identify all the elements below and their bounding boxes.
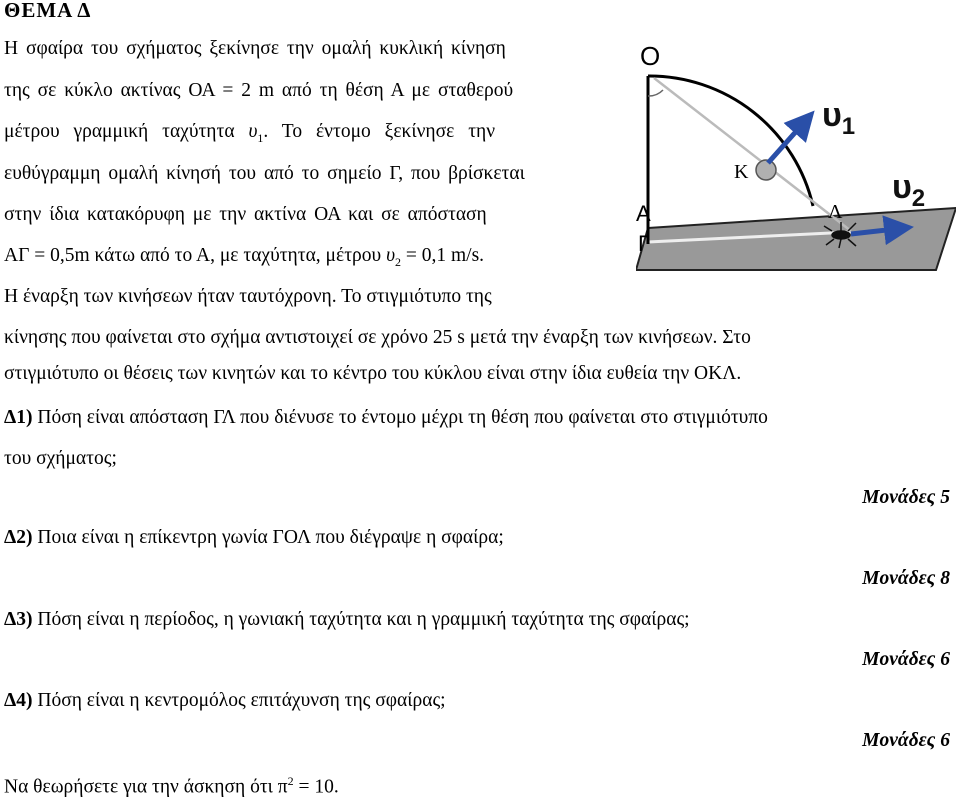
question-number: Δ4) — [4, 690, 33, 711]
angle-mark — [648, 90, 663, 96]
marks-d1: Μονάδες 5 — [862, 487, 950, 508]
label-o: O — [640, 41, 661, 71]
intro-line-5: στην ίδια κατακόρυφη με την ακτίνα ΟΑ και σε απόσταση — [4, 204, 487, 225]
intro-line-2: της σε κύκλο ακτίνας ΟΑ = 2 m από τη θέση Α με σταθερού — [4, 80, 514, 101]
label-a: A — [636, 201, 651, 226]
velocity-symbol: υ — [386, 245, 396, 266]
marks-d4: Μονάδες 6 — [862, 730, 950, 751]
intro-line-8: κίνησης που φαίνεται στο σχήμα αντιστοιχεί σε χρόνο 25 s μετά την έναρξη των κινήσεων. Στο — [4, 327, 751, 348]
velocity-u1-arrow — [768, 118, 808, 163]
intro-line-6a: ΑΓ = 0,5m κάτω από το Α, με ταχύτητα, μέτρου — [4, 245, 387, 266]
velocity-subscript: 1 — [257, 130, 264, 145]
marks-d3: Μονάδες 6 — [862, 649, 950, 670]
intro-line-3b: . Το έντομο ξεκίνησε την — [263, 121, 496, 142]
question-number: Δ1) — [4, 407, 33, 428]
label-u1 — [822, 96, 855, 140]
intro-line-3a: μέτρου γραμμική ταχύτητα — [4, 121, 249, 142]
question-text: Πόση είναι η περίοδος, η γωνιακή ταχύτητα και η γραμμική ταχύτητα της σφαίρας; — [32, 609, 690, 630]
intro-line-6 — [4, 244, 484, 274]
label-u1-sub: 1 — [841, 113, 856, 140]
label-l: Λ — [828, 201, 843, 223]
question-text: Πόση είναι απόσταση ΓΛ που διένυσε το έντομο μέχρι τη θέση που φαίνεται στο στιγμιότυπο — [32, 407, 768, 428]
label-u2-sub: 2 — [911, 185, 926, 212]
footer-text-a: Να θεωρήσετε για την άσκηση ότι π — [4, 776, 288, 798]
question-d4 — [4, 689, 446, 713]
intro-line-6b: = 0,1 m/s. — [401, 245, 485, 266]
label-g: Γ — [638, 231, 651, 256]
question-text: Ποια είναι η επίκεντρη γωνία ΓΟΛ που διέγραψε η σφαίρα; — [32, 527, 504, 548]
sphere-k — [756, 160, 776, 180]
intro-line-7: Η έναρξη των κινήσεων ήταν ταυτόχρονη. Το στιγμιότυπο της — [4, 286, 492, 307]
label-u1-symbol: υ — [822, 96, 842, 134]
footer-text-b: = 10. — [293, 776, 339, 798]
question-d2 — [4, 526, 504, 550]
intro-line-9: στιγμιότυπο οι θέσεις των κινητών και το κέντρο του κύκλου είναι στην ίδια ευθεία την ΟΚΛ. — [4, 363, 742, 384]
label-k: K — [734, 161, 749, 183]
intro-line-3 — [4, 120, 495, 150]
question-number: Δ2) — [4, 527, 33, 548]
physics-figure — [636, 38, 956, 273]
section-title: ΘΕΜΑ Δ — [4, 0, 92, 22]
intro-line-1: Η σφαίρα του σχήματος ξεκίνησε την ομαλή κυκλική κίνηση — [4, 38, 506, 59]
marks-d2: Μονάδες 8 — [862, 568, 950, 589]
label-u2-symbol: υ — [892, 168, 912, 206]
velocity-symbol: υ — [248, 121, 258, 142]
question-d1 — [4, 406, 768, 430]
question-d1-cont: του σχήματος; — [4, 448, 117, 469]
velocity-subscript: 2 — [395, 254, 402, 269]
footer-note — [4, 769, 339, 800]
question-d3 — [4, 608, 690, 632]
question-number: Δ3) — [4, 609, 33, 630]
footer-exponent: 2 — [287, 774, 294, 788]
label-u2 — [892, 168, 925, 212]
intro-line-4: ευθύγραμμη ομαλή κίνησή του από το σημείο Γ, που βρίσκεται — [4, 163, 525, 184]
question-text: Πόση είναι η κεντρομόλος επιτάχυνση της σφαίρας; — [32, 690, 446, 711]
